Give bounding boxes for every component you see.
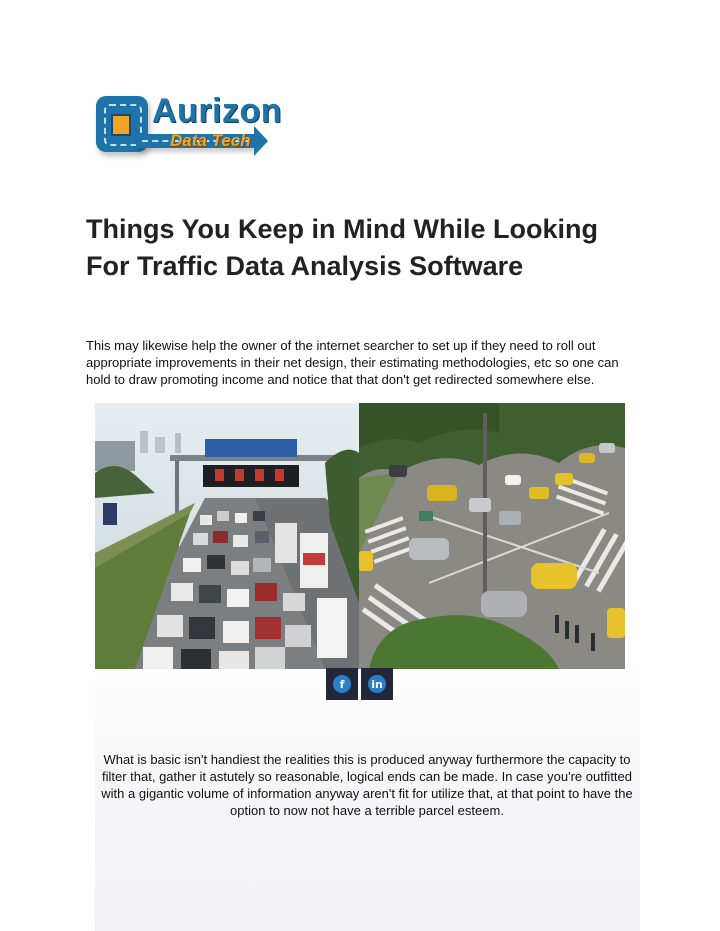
page-title: Things You Keep in Mind While Looking For Traffic Data Analysis Software bbox=[86, 214, 598, 281]
facebook-button[interactable] bbox=[326, 668, 358, 700]
intersection-traffic-photo bbox=[359, 403, 625, 669]
closing-paragraph: What is basic isn't handiest the realities this is produced anyway furthermore the capacity to filter that, gather it astutely so reasonable, logical ends can be made. In case you're outfitted with a gigantic volume of information anyway aren't fit for utilize that, at that point to have the option to now not have a terrible parcel esteem. bbox=[101, 752, 633, 818]
intro-paragraph: This may likewise help the owner of the internet searcher to set up if they need to roll out appropriate improvements in their net design, their estimating methodologies, etc so one can hold to draw promoting income and notice that that don't get redirected somewhere else. bbox=[86, 338, 619, 387]
logo-subtitle: Data Tech bbox=[170, 131, 251, 150]
highway-traffic-photo bbox=[95, 403, 359, 669]
logo-name: Aurizon bbox=[152, 92, 283, 130]
linkedin-icon: in bbox=[368, 675, 386, 693]
facebook-icon: f bbox=[333, 675, 351, 693]
linkedin-button[interactable] bbox=[361, 668, 393, 700]
company-logo bbox=[96, 94, 296, 166]
